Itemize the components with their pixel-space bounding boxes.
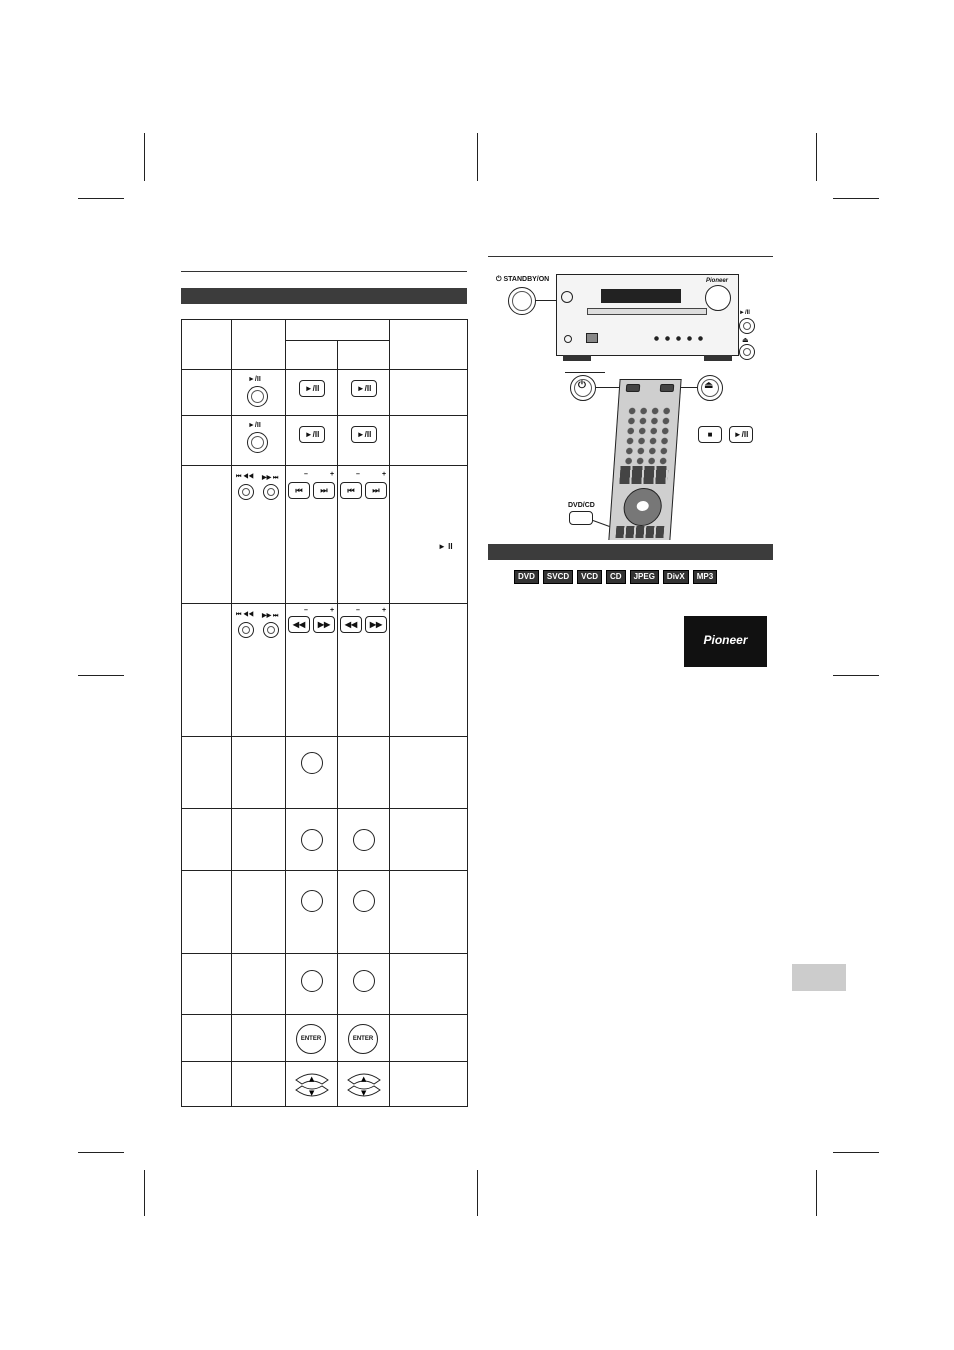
crop-mark (477, 1170, 478, 1216)
svg-text:▲: ▲ (361, 1075, 367, 1083)
table-row (182, 466, 468, 604)
remote-key (660, 384, 675, 392)
scan-forward-icon: ▶▶ ⏭ (262, 613, 279, 619)
side-tab (792, 964, 846, 991)
crop-mark (477, 133, 478, 181)
standby-remote-bar (565, 372, 605, 373)
crop-mark (816, 133, 817, 181)
plus-label: + (382, 471, 387, 478)
unit-foot (704, 355, 732, 361)
volume-knob[interactable] (705, 285, 731, 311)
section-bar (181, 288, 467, 304)
unit-eject-callout[interactable] (739, 344, 755, 360)
remote-rewind-button[interactable]: ◀◀ (288, 616, 310, 633)
section-bar (488, 544, 773, 560)
section-rule (181, 271, 467, 272)
table-row (182, 737, 468, 809)
format-tag: SVCD (543, 570, 573, 584)
crop-mark (144, 133, 145, 181)
unit-scan-forward-button[interactable] (263, 622, 279, 638)
remote-prev-button[interactable]: ⏮ (288, 482, 310, 499)
format-tag: CD (606, 570, 626, 584)
power-icon: ⏻ (578, 380, 586, 391)
remote-dpad[interactable] (622, 488, 663, 526)
remote-play-pause-button[interactable]: ►/II (729, 426, 753, 443)
plus-label: + (330, 471, 335, 478)
unit-play-pause-button[interactable] (247, 386, 268, 407)
crop-mark (833, 1152, 879, 1153)
remote-round-button[interactable] (353, 829, 375, 851)
table-row (182, 809, 468, 871)
remote-round-button[interactable] (301, 890, 323, 912)
remote-round-button[interactable] (353, 890, 375, 912)
remote-play-pause-button[interactable]: ►/II (351, 380, 377, 397)
unit-brand: Pioneer (705, 278, 728, 284)
minus-label: – (304, 471, 308, 478)
plus-label: + (330, 607, 335, 614)
crop-mark (78, 198, 124, 199)
minus-label: – (304, 607, 308, 614)
remote-enter-button[interactable]: ENTER (296, 1024, 326, 1054)
svg-text:▼: ▼ (361, 1089, 367, 1097)
remote-key (626, 384, 641, 392)
table-row (182, 1062, 468, 1107)
scan-back-icon: ⏮ ◀◀ (236, 612, 254, 618)
table-row (182, 370, 468, 416)
plus-label: + (382, 607, 387, 614)
eject-icon: ⏏ (704, 380, 714, 391)
remote-function-keys (619, 466, 668, 484)
operations-table (181, 319, 468, 1107)
remote-round-button[interactable] (301, 829, 323, 851)
unit-small-buttons (651, 336, 707, 341)
standby-label: ⏻ STANDBY/ON (496, 276, 550, 283)
unit-display (601, 289, 681, 303)
format-tag: VCD (577, 570, 602, 584)
table-row (182, 871, 468, 954)
disc-tray (587, 308, 707, 315)
remote-round-button[interactable] (353, 970, 375, 992)
remote-play-pause-button[interactable]: ►/II (299, 380, 325, 397)
remote-forward-button[interactable]: ▶▶ (365, 616, 387, 633)
standby-button-callout[interactable] (508, 287, 536, 315)
remote-forward-button[interactable]: ▶▶ (313, 616, 335, 633)
crop-mark (78, 675, 124, 676)
section-rule (488, 256, 773, 257)
format-tag: JPEG (630, 570, 659, 584)
remote-prev-button[interactable]: ⏮ (340, 482, 362, 499)
unit-scan-back-button[interactable] (238, 622, 254, 638)
unit-foot (563, 355, 591, 361)
play-pause-symbol: ► II (438, 542, 453, 551)
remote-rewind-button[interactable]: ◀◀ (340, 616, 362, 633)
minus-label: – (356, 607, 360, 614)
usb-port (586, 333, 598, 343)
remote-next-button[interactable]: ⏭ (313, 482, 335, 499)
remote-play-pause-button[interactable]: ►/II (299, 426, 325, 443)
skip-back-icon: ⏮ ◀◀ (236, 474, 254, 480)
table-row (182, 604, 468, 737)
remote-round-button[interactable] (301, 970, 323, 992)
remote-bottom-keys (616, 526, 665, 538)
svg-text:▼: ▼ (309, 1089, 315, 1097)
crop-mark (144, 1170, 145, 1216)
format-tags (514, 566, 721, 584)
play-pause-callout-label: ►/II (739, 310, 750, 316)
phones-jack (564, 335, 572, 343)
table-row (182, 416, 468, 466)
format-tag: DivX (663, 570, 689, 584)
main-unit (556, 274, 739, 356)
pioneer-logo-screen (684, 616, 767, 667)
table-row (182, 954, 468, 1015)
crop-mark (833, 675, 879, 676)
remote-dpad-center[interactable] (636, 501, 649, 511)
dvdcd-label: DVD/CD (568, 502, 595, 509)
remote-stop-button[interactable]: ■ (698, 426, 722, 443)
unit-power-button[interactable] (561, 291, 573, 303)
minus-label: – (356, 471, 360, 478)
unit-skip-back-button[interactable] (238, 484, 254, 500)
unit-play-pause-button[interactable] (247, 432, 268, 453)
eject-callout-label: ⏏ (742, 337, 749, 344)
up-down-arrows-icon[interactable] (294, 1068, 330, 1102)
pioneer-logo: Pioneer (703, 633, 748, 647)
remote-keypad (623, 406, 673, 466)
callout-line (596, 387, 620, 388)
remote-enter-button[interactable]: ENTER (348, 1024, 378, 1054)
crop-mark (816, 1170, 817, 1216)
svg-text:▲: ▲ (309, 1075, 315, 1083)
remote-dvdcd-button[interactable] (569, 511, 593, 525)
up-down-arrows-icon[interactable] (346, 1068, 382, 1102)
table-row (182, 1015, 468, 1062)
unit-play-pause-callout[interactable] (739, 318, 755, 334)
remote-round-button[interactable] (301, 752, 323, 774)
format-tag: DVD (514, 570, 539, 584)
remote-control (608, 379, 681, 540)
remote-next-button[interactable]: ⏭ (365, 482, 387, 499)
crop-mark (78, 1152, 124, 1153)
unit-skip-forward-button[interactable] (263, 484, 279, 500)
skip-forward-icon: ▶▶ ⏭ (262, 475, 279, 481)
format-tag: MP3 (693, 570, 717, 584)
play-pause-label: ►/II (248, 376, 261, 383)
play-pause-label: ►/II (248, 422, 261, 429)
remote-play-pause-button[interactable]: ►/II (351, 426, 377, 443)
crop-mark (833, 198, 879, 199)
